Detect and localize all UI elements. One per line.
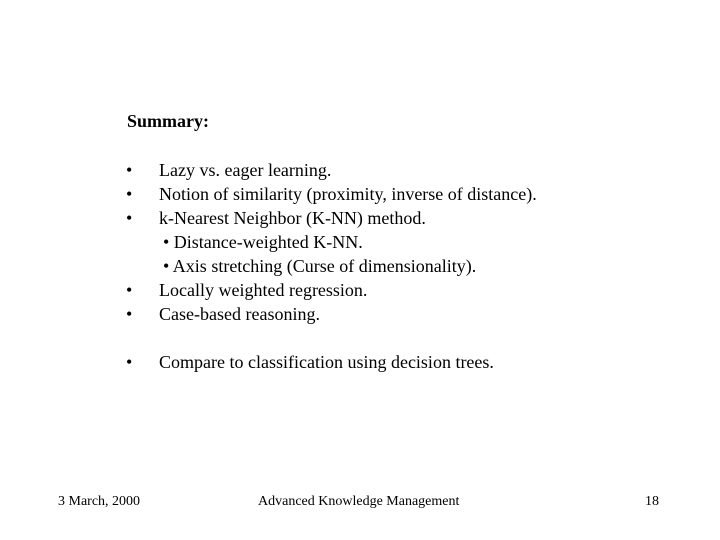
list-item-text: Notion of similarity (proximity, inverse of distance). bbox=[159, 184, 537, 204]
list-item-text: Locally weighted regression. bbox=[159, 280, 368, 300]
bullet-icon: • bbox=[126, 184, 133, 204]
bullet-icon: • bbox=[126, 280, 133, 300]
list-item-text: k-Nearest Neighbor (K-NN) method. bbox=[159, 208, 426, 228]
sub-list-item-text: • Axis stretching (Curse of dimensionality). bbox=[163, 256, 477, 276]
bullet-icon: • bbox=[126, 160, 133, 180]
bullet-icon: • bbox=[126, 208, 133, 228]
slide-heading: Summary: bbox=[127, 111, 209, 131]
list-item-text: Case-based reasoning. bbox=[159, 304, 320, 324]
footer-date: 3 March, 2000 bbox=[58, 494, 141, 509]
list-item-text: Compare to classification using decision trees. bbox=[159, 352, 494, 372]
footer-title: Advanced Knowledge Management bbox=[258, 494, 460, 509]
footer-page-number: 18 bbox=[645, 494, 659, 509]
list-item-text: Lazy vs. eager learning. bbox=[159, 160, 332, 180]
sub-list-item-text: • Distance-weighted K-NN. bbox=[163, 232, 363, 252]
bullet-icon: • bbox=[126, 352, 133, 372]
bullet-icon: • bbox=[126, 304, 133, 324]
